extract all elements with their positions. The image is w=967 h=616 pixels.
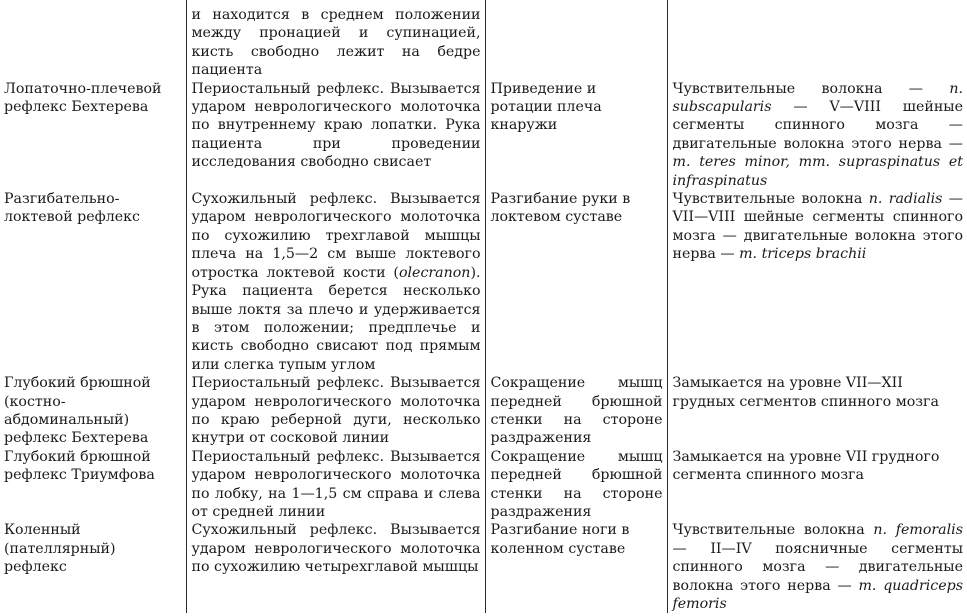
effect-cell [485, 0, 667, 80]
reflex-name-cell: Глубокий брюшной рефлекс Триумфова [0, 448, 186, 522]
text-segment: ). Рука пациента берется несколько выше локтя за плечо и удерживается в этом положении; предплечье и кисть свободно свисают под прямым или слегка тупым углом [191, 264, 481, 373]
text-segment: — II—IV поясничные сегменты спинного мозга — двигательные волокна этого нерва — [672, 540, 963, 594]
table-row [0, 521, 967, 613]
technique-cell: Периостальный рефлекс. Вызывается ударом неврологического молоточка по внутреннему краю лопатки. Рука пациента при проведении исследования свободно свисает [186, 80, 485, 190]
technique-cell: Периостальный рефлекс. Вызывается ударом неврологического молоточка по краю реберной дуги, несколько кнутри от сосковой линии [186, 374, 485, 448]
reflex-arc-cell [667, 448, 967, 522]
text-segment: — VII—VIII шейные сегменты спинного мозга — двигательные волокна этого нерва — [672, 191, 963, 263]
text-segment: Сухожильный рефлекс. Вызывается ударом неврологического молоточка по сухожилию трехглавой мышцы плеча на 1,5—2 см выше локтевого отростка локтевой кости ( [191, 191, 481, 281]
effect-cell: Сокращение мышц передней брюшной стенки на стороне раздражения [485, 448, 667, 522]
text-segment: Замыкается на уровне VII грудного сегмента спинного мозга [672, 448, 940, 484]
effect-cell: Сокращение мышц передней брюшной стенки на стороне раздражения [485, 374, 667, 448]
reflex-name-cell [0, 0, 186, 80]
technique-cell: Сухожильный рефлекс. Вызывается ударом неврологического молоточка по сухожилию четырехглавой мышцы [186, 521, 485, 613]
effect-cell: Разгибание руки в локтевом суставе [485, 190, 667, 374]
latin-term: m. quadriceps femoris [672, 577, 963, 612]
technique-cell: Периостальный рефлекс. Вызывается ударом неврологического молоточка по лобку, на 1—1,5 см справа и слева от средней линии [186, 448, 485, 522]
reflex-name-cell: Разгибательно-локтевой рефлекс [0, 190, 186, 374]
latin-term: n. subscapularis [672, 80, 963, 116]
effect-cell: Приведение и ротации плеча кнаружи [485, 80, 667, 190]
technique-cell [186, 190, 485, 374]
latin-term: m. teres minor, mm. supraspinatus et infraspinatus [672, 154, 963, 189]
text-segment: — V—VIII шейные сегменты спинного мозга — двигательные волокна этого нерва — [672, 99, 963, 152]
effect-cell: Разгибание ноги в коленном суставе [485, 521, 667, 613]
latin-term: n. radialis [868, 191, 943, 208]
table-row [0, 80, 967, 190]
reflex-arc-cell [667, 374, 967, 448]
reflex-arc-cell [667, 80, 967, 190]
reflex-arc-cell [667, 190, 967, 374]
text-segment: Чувствительные волокна [672, 191, 869, 208]
table-row [0, 374, 967, 448]
reflex-name-cell: Глубокий брюшной (костно-абдоминальный) рефлекс Бехтерева [0, 374, 186, 448]
technique-cell: и находится в среднем положении между пронацией и супинацией, кисть свободно лежит на бедре пациента [186, 0, 485, 80]
text-segment: Чувствительные волокна [672, 522, 874, 539]
latin-term: n. femoralis [873, 522, 963, 539]
latin-term: olecranon [398, 264, 471, 281]
table-row [0, 190, 967, 374]
latin-term: m. triceps brachii [739, 246, 867, 263]
reflex-arc-cell [667, 521, 967, 613]
reflex-name-cell: Лопаточно-плечевой рефлекс Бехтерева [0, 80, 186, 190]
reflex-name-cell: Коленный (пателлярный) рефлекс [0, 521, 186, 613]
reflex-arc-cell [667, 0, 967, 80]
text-segment: Чувствительные волокна — [672, 80, 950, 97]
table-row [0, 448, 967, 522]
table-row [0, 0, 967, 80]
text-segment: Замыкается на уровне VII—XII грудных сегментов спинного мозга [672, 375, 939, 410]
